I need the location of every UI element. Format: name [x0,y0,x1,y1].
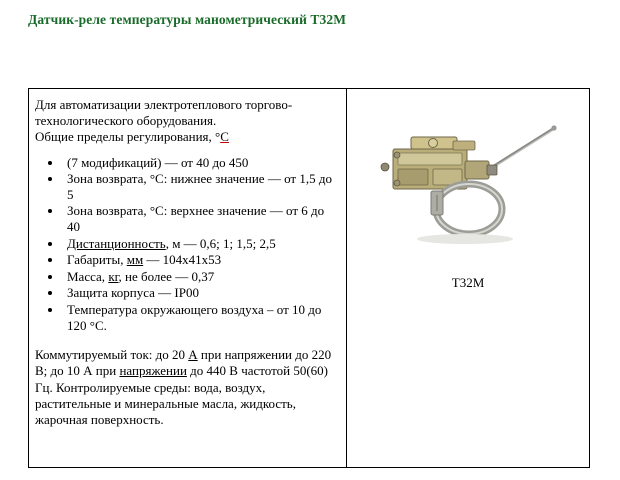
temperature-sensor-relay-photo [365,117,570,252]
page-title: Датчик-реле температуры манометрический Т32М [28,12,347,27]
list-item: • (7 модификаций) — от 40 до 450 [63,155,340,171]
commutation-note: Коммутируемый ток: до 20 А при напряжении до 220 В; до 10 А при напряжении до 440 В частотой 50(60) Гц. Контролируемые среды: вода, воздух, растительные и минеральные масла, жидкость, жарочная поверхность. [35,347,332,428]
intro-line-3-text: Общие пределы регулирования, ° [35,128,221,144]
specs-cell [29,89,347,467]
list-item: • Зона возврата, °C: верхнее значение — от 6 до 40 [63,203,340,234]
intro-line-1: Для автоматизации электротеплового торгово- [35,97,293,112]
list-item: • Защита корпуса — IP00 [63,285,340,301]
intro-line-3 [35,129,340,145]
list-item: • Дистанционность, м — 0,6; 1; 1,5; 2,5 [63,236,340,252]
intro-line-3-mark: С [220,128,229,144]
list-item: • Температура окружающего воздуха – от 10 до 120 °С. [63,302,340,333]
product-caption: Т32М [451,275,485,290]
list-item: • Масса, кг, не более — 0,37 [63,269,340,285]
product-spec-table [28,88,590,468]
specs-list [35,155,340,334]
list-item: • Зона возврата, °C: нижнее значение — от 1,5 до 5 [63,171,340,202]
product-image-cell [347,89,589,467]
intro-line-2: технологического оборудования. [35,112,217,128]
intro-text [35,97,340,145]
list-item: • Габариты, мм — 104х41х53 [63,252,340,268]
